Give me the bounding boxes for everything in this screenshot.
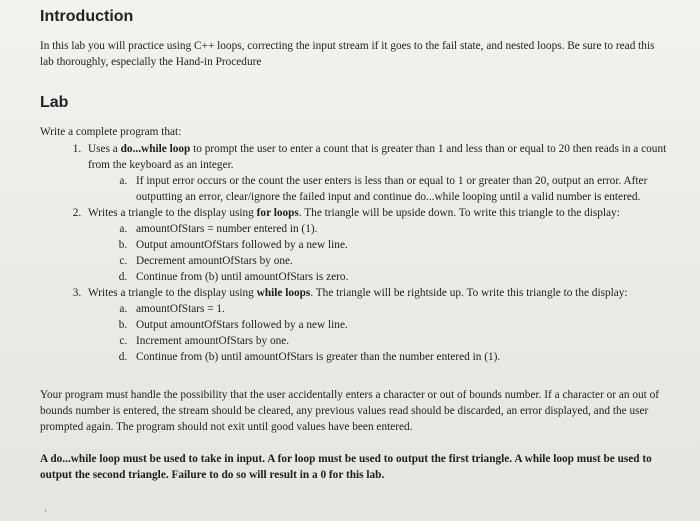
requirement-2-text-post: . The triangle will be upside down. To write this triangle to the display: xyxy=(298,207,620,219)
requirement-item-3 xyxy=(84,285,670,365)
lab-lead: Write a complete program that: xyxy=(40,126,182,138)
requirement-3-sublist xyxy=(88,301,670,365)
requirement-item-2 xyxy=(84,205,670,285)
requirement-3-text-pre: Writes a triangle to the display using xyxy=(88,287,257,299)
requirement-3-text-post: . The triangle will be rightside up. To write this triangle to the display: xyxy=(310,287,628,299)
loop-requirements-text: A do...while loop must be used to take in input. A for loop must be used to output the first triangle. A while loop must be used to output the second triangle. Failure to do so will result in a 0 for this lab. xyxy=(40,453,652,481)
requirement-3-sub-b: b. Output amountOfStars followed by a new line. xyxy=(130,317,670,333)
lab-heading: Lab xyxy=(40,94,69,111)
requirement-3-sub-d: d. Continue from (b) until amountOfStars is greater than the number entered in (1). xyxy=(130,349,670,365)
requirement-1-text-post: to prompt the user to enter a count that is greater than 1 and less than or equal to 20 then reads in a count from the keyboard as an integer. xyxy=(88,143,667,171)
requirement-item-1 xyxy=(84,141,670,205)
requirement-1-sub-a: a. If input error occurs or the count the user enters is less than or equal to 1 or greater than 20, output an error. After outputting an error, clear/ignore the failed input and continue do...while looping until a valid number is entered. xyxy=(130,173,670,205)
requirement-3-keyword: while loops xyxy=(256,287,311,299)
requirement-1-keyword: do...while loop xyxy=(120,143,191,155)
introduction-heading: Introduction xyxy=(40,8,134,25)
requirement-2-sub-d: d. Continue from (b) until amountOfStars is zero. xyxy=(130,269,670,285)
requirement-2-sub-c: c. Decrement amountOfStars by one. xyxy=(130,253,670,269)
requirement-2-sub-a: a. amountOfStars = number entered in (1). xyxy=(130,221,670,237)
requirement-3-sub-a: a. amountOfStars = 1. xyxy=(130,301,670,317)
page-corner-mark: › xyxy=(44,505,47,515)
loop-requirements-notice xyxy=(40,451,670,483)
requirement-1-sublist xyxy=(88,173,670,205)
introduction-text: In this lab you will practice using C++ loops, correcting the input stream if it goes to the fail state, and nested loops. Be sure to read this lab thoroughly, especially the Hand-in Procedure xyxy=(40,40,655,68)
requirement-2-keyword: for loops xyxy=(256,207,299,219)
requirement-3-sub-c: c. Increment amountOfStars by one. xyxy=(130,333,670,349)
requirement-1-text-pre: Uses a xyxy=(88,143,121,155)
requirement-2-sub-b: b. Output amountOfStars followed by a new line. xyxy=(130,237,670,253)
error-handling-paragraph: Your program must handle the possibility that the user accidentally enters a character or out of bounds number. If a character or an out of bounds number is entered, the stream should be cleared, any previous values read should be discarded, an error displayed, and the user prompted again. The program should not exit until good values have been entered. xyxy=(40,389,660,433)
requirements-list xyxy=(40,141,670,365)
requirement-2-sublist xyxy=(88,221,670,285)
requirement-2-text-pre: Writes a triangle to the display using xyxy=(88,207,257,219)
